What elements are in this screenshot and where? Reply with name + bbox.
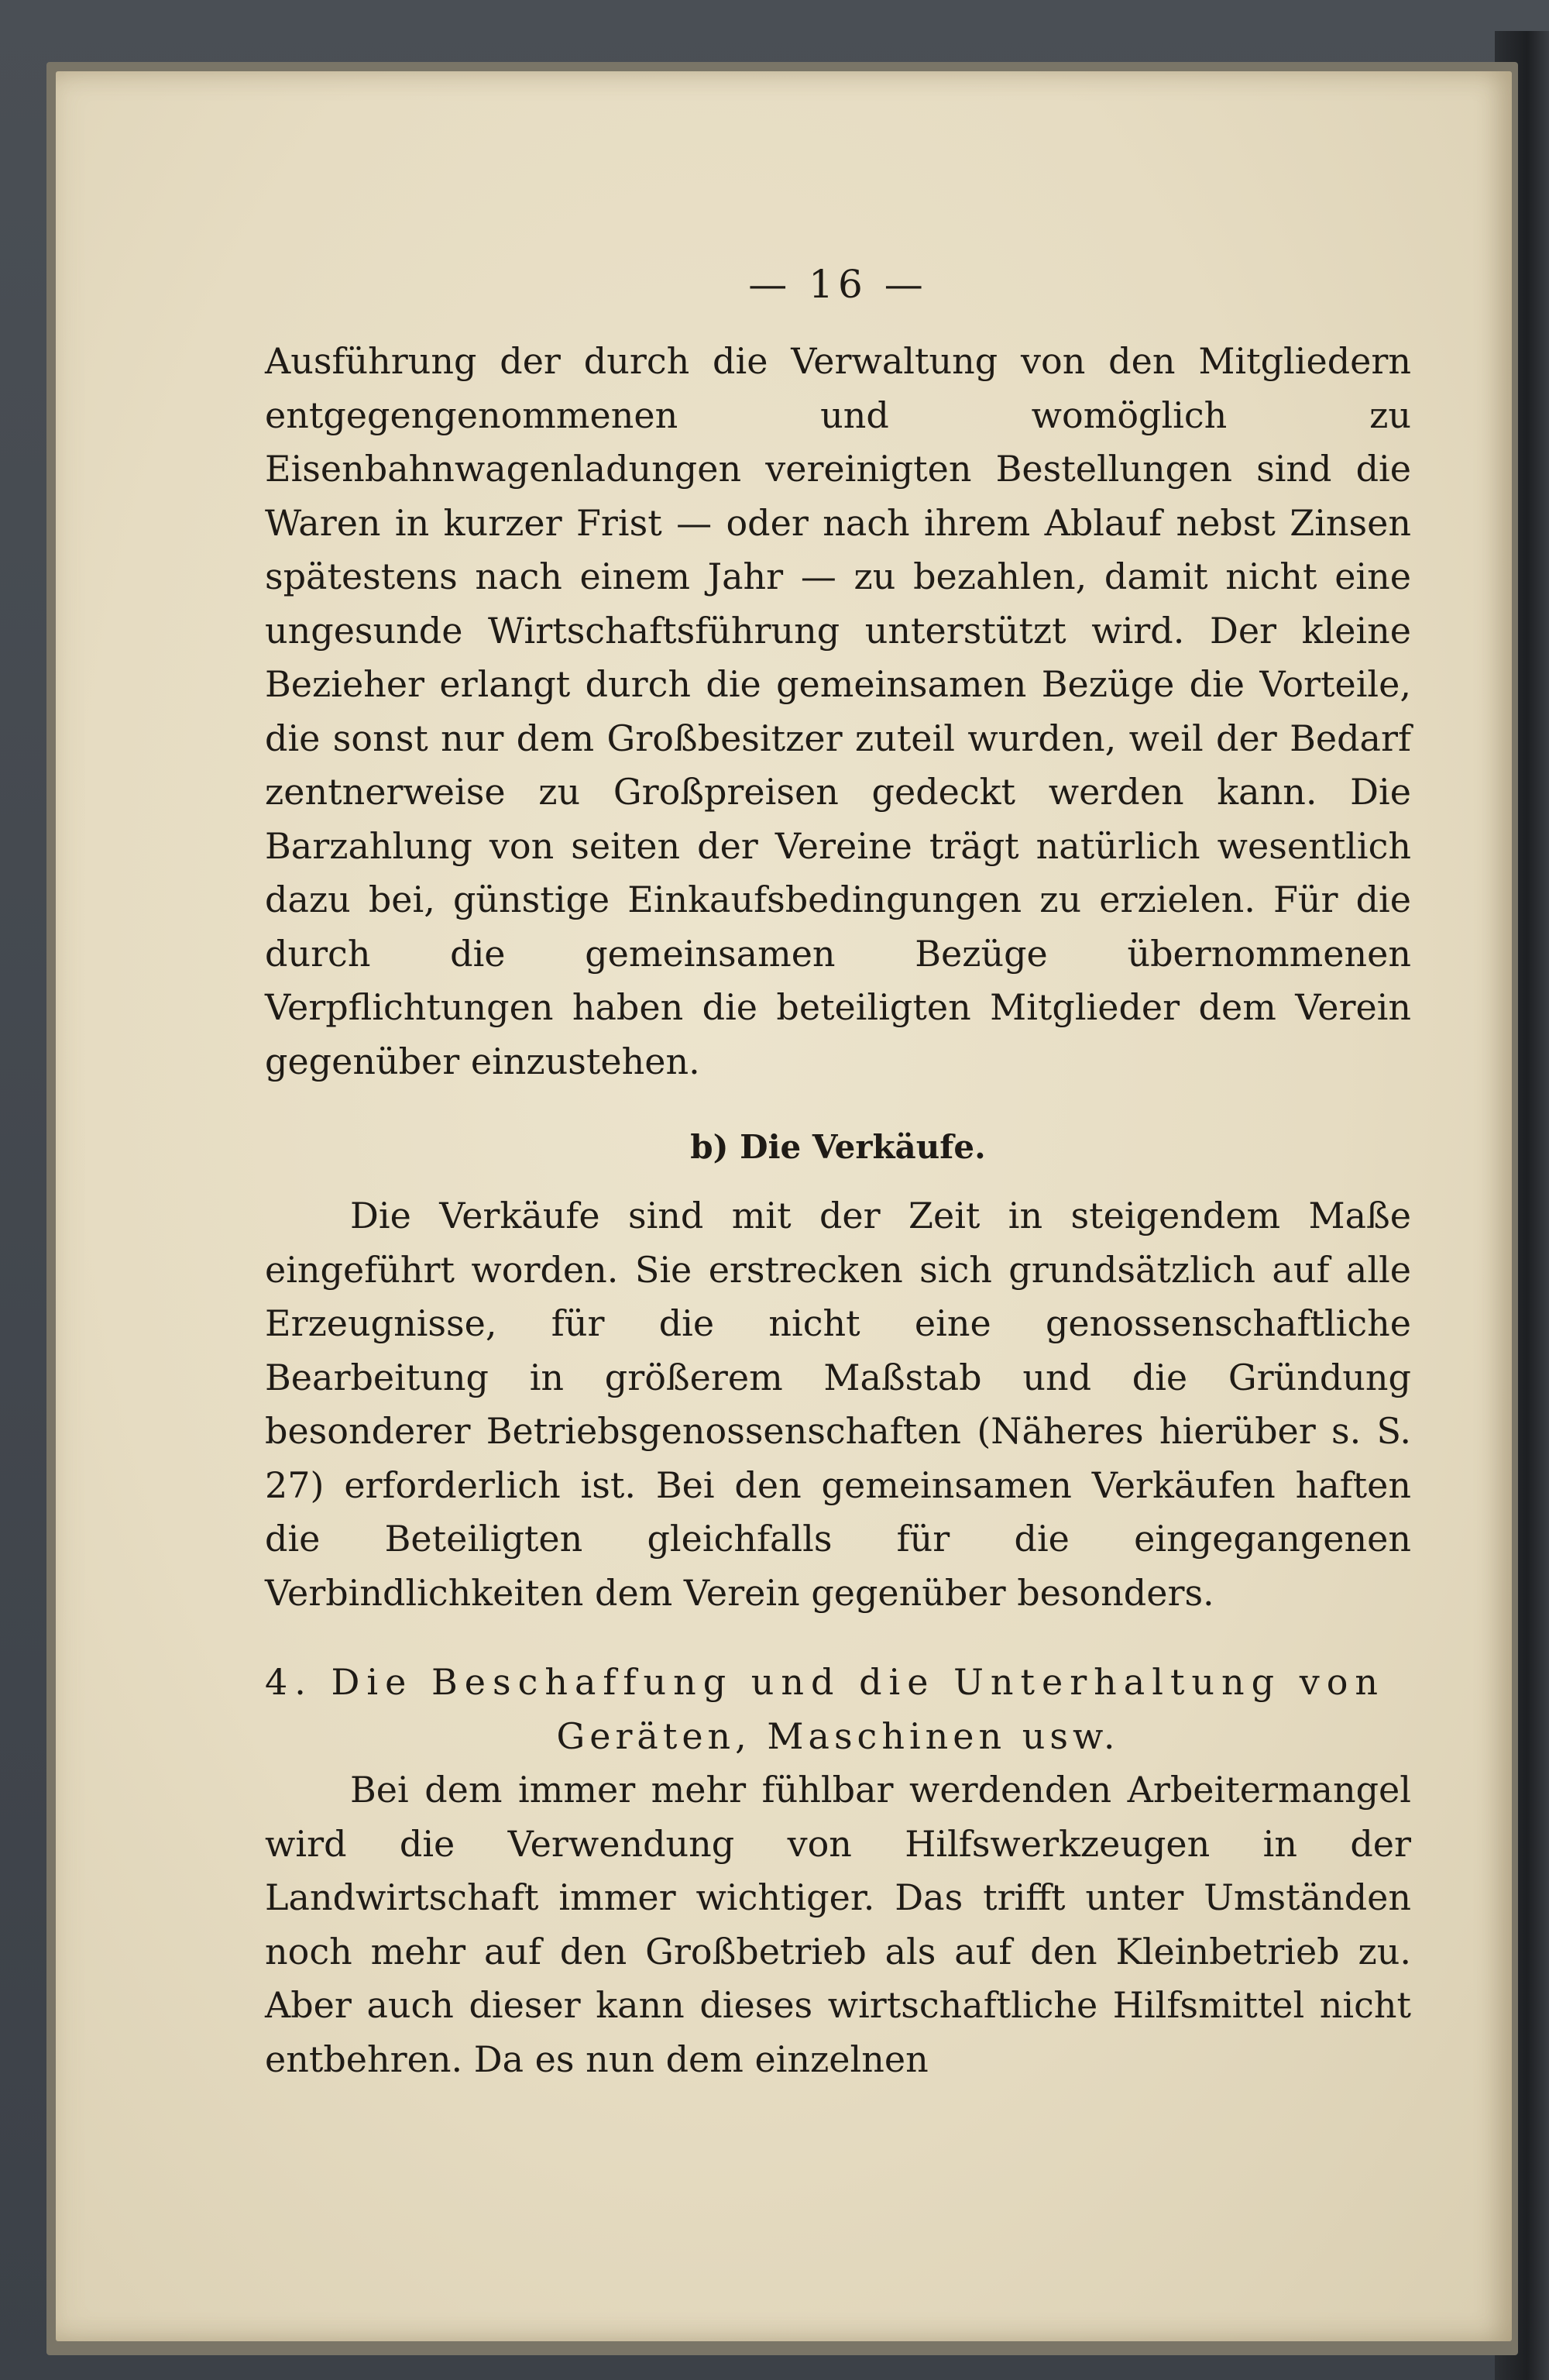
- chapter-heading-line-2: Geräten, Maschinen usw.: [556, 1714, 1120, 1757]
- page-number: — 16 —: [748, 262, 928, 307]
- chapter-heading-line-1: 4. Die Beschaffung und die Unterhaltung von: [265, 1661, 1386, 1703]
- section-heading-verkaeufe: b) Die Verkäufe.: [690, 1128, 986, 1166]
- book-page: [56, 71, 1512, 2341]
- paragraph-machinery: Bei dem immer mehr fühlbar werdenden Arbeitermangel wird die Verwendung von Hilfswerkzeugen in der Landwirtschaft immer wichtiger. Das trifft unter Umständen noch mehr auf den Großbetrieb als auf den Kleinbetrieb zu. Aber auch dieser kann dieses wirtschaftliche Hilfsmittel nicht entbehren. Da es nun dem einzelnen: [265, 1769, 1411, 2080]
- page-content: [265, 257, 1411, 2086]
- paragraph-sales: Die Verkäufe sind mit der Zeit in steigendem Maße eingeführt worden. Sie erstrecken sich grundsätzlich auf alle Erzeugnisse, für die nicht eine genossenschaftliche Bearbeitung in größerem Maßstab und die Gründung besonderer Betriebsgenossenschaften (Näheres hierüber s. S. 27) erforderlich ist. Bei den gemeinsamen Verkäufen haften die Beteiligten gleichfalls für die eingegangenen Verbindlichkeiten dem Verein gegenüber besonders.: [265, 1195, 1411, 1614]
- chapter-heading-4: [265, 1656, 1411, 1763]
- paragraph-ordering-payment: Ausführung der durch die Verwaltung von den Mitgliedern entgegengenommenen und womöglich zu Eisenbahnwagenladungen vereinigten Bestellungen sind die Waren in kurzer Frist — oder nach ihrem Ablauf nebst Zinsen spätestens nach einem Jahr — zu bezahlen, damit nicht eine ungesunde Wirtschaftsführung unterstützt wird. Der kleine Bezieher erlangt durch die gemeinsamen Bezüge die Vorteile, die sonst nur dem Großbesitzer zuteil wurden, weil der Bedarf zentnerweise zu Großpreisen gedeckt werden kann. Die Barzahlung von seiten der Vereine trägt natürlich wesentlich dazu bei, günstige Einkaufsbedingungen zu erzielen. Für die durch die gemeinsamen Bezüge übernommenen Verpflichtungen haben die beteiligten Mitglieder dem Verein gegenüber einzustehen.: [265, 340, 1411, 1082]
